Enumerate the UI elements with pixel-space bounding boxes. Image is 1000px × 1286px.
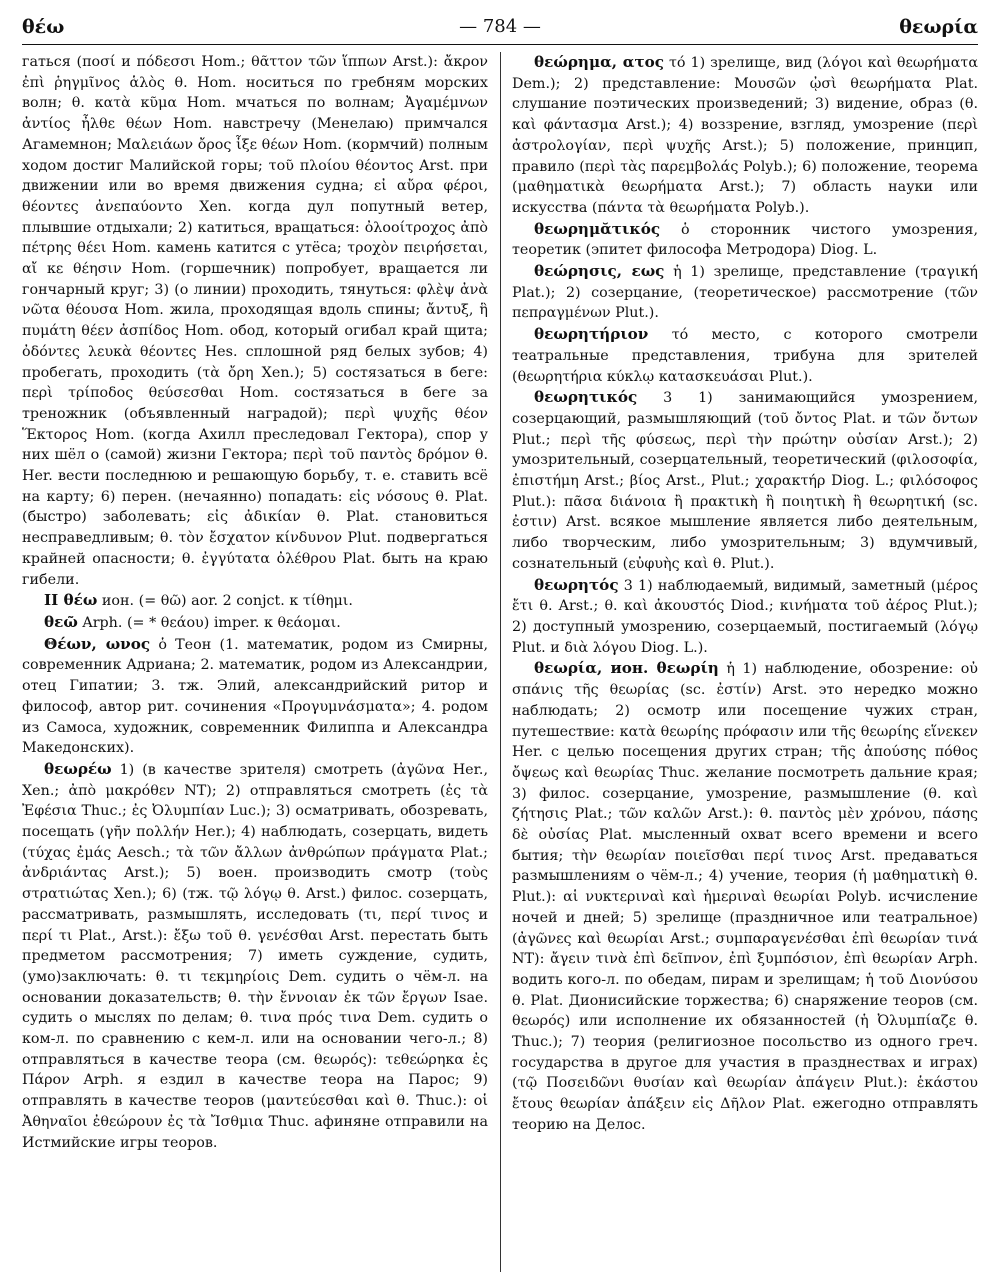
left-column [22, 52, 488, 1153]
left-running-headword: θέω [22, 16, 65, 38]
dictionary-entry [22, 634, 488, 759]
entry-lemma: θεωρητήριον [534, 325, 649, 344]
entry-lemma: II θέω [44, 591, 98, 610]
column-divider [500, 52, 501, 1272]
entry-text: ὁ Теон (1. математик, родом из Смирны, современник Адриана; 2. математик, родом из Александрии, отец Гипатии; 3. тж. Элий, александрийский ритор и философ, автор рит. сочинения «Προγυμνάσματα»; 4. родом из Самоса, художник, современник Филиппа и Александра Македонских). [22, 636, 488, 757]
dictionary-page [22, 10, 978, 1276]
dictionary-entry [512, 575, 978, 659]
entry-text: τό 1) зрелище, вид (λόγοι καὶ θεωρήματα Dem.); 2) представление: Μουσῶν ᾠσὶ θεωρήματα Plat. слушание поэтических произведений; 3) видение, образ (θ. καὶ φάντασμα Arst.); 4) воззрение, взгляд, умозрение (περὶ ἀστρολογίαν, περὶ ψυχῆς Arst.); 5) положение, принцип, правило (περὶ τὰς παρεμβολάς Polyb.); 6) положение, теорема (μαθηματικὰ θεωρήματα Arst.); 7) область науки или искусства (πάντα τὰ θεωρήματα Polyb.). [512, 55, 978, 216]
entry-lemma: θεώρημα, ατος [534, 53, 665, 71]
dictionary-entry [512, 52, 978, 219]
dictionary-entry [512, 658, 978, 1135]
entry-lemma: Θέων, ωνος [44, 634, 151, 653]
entry-text: 1) (в качестве зрителя) смотреть (ἀγῶνα Her., Xen.; ἀπὸ μακρόθεν NT); 2) отправляться смотреть (ἐς τὰ Ἐφέσια Thuc.; ἐς Ὀλυμπίαν Luc.); 3) осматривать, обозревать, посещать (γῆν πολλήν Her.); 4) наблюдать, созерцать, видеть (τύχας ἐμάς Aesch.; τὰ τῶν ἄλλων ἀνθρώπων πράγματα Plat.; ἀνδριάντας Arst.); 5) воен. производить смотр (τοὺς στρατιώτας Xen.); 6) (тж. τῷ λόγῳ θ. Arst.) филос. созерцать, рассматривать, размышлять, исследовать (τι, περί τινος и περί τι Plat., Arst.): ἔξω τοῦ θ. γενέσθαι Arst. перестать быть предметом рассмотрения; 7) иметь суждение, судить, (умо)заключать: θ. τι τεκμηρίοις Dem. судить о чём-л. на основании доказательств; θ. τὴν ἔννοιαν ἐκ τῶν ἔργων Isae. судить о мыслях по делам; θ. τινα πρός τινα Dem. судить о ком-л. по сравнению с кем-л. или на основании чего-л.; 8) отправляться в качестве теора (см. θεωρός): τεθεώρηκα ἐς Πάρον Arph. я ездил в качестве теора на Парос; 9) отправлять в качестве теоров (μαντεύεσθαι καὶ θ. Thuc.): οἱ Ἀθηναῖοι ἐθεώρουν ἐς τὰ Ἴσθμια Thuc. афиняне отправили на Истмийские игры теоров. [22, 761, 488, 1151]
page-header [22, 10, 978, 45]
two-column-body [22, 52, 978, 1276]
entry-text: гаться (ποσί и πόδεσσι Hom.; θᾶττον τῶν ἵππων Arst.): ἄκρον ἐπὶ ῥηγμῖνος ἁλὸς θ. Hom. носиться по гребням морских волн; θ. κατὰ κῦμα Hom. мчаться по волнам; Ἀγαμέμνων ἀντίος ἦλθε θέων Hom. навстречу (Менелаю) примчался Агамемнон; Μαλειάων ὄρος ἷξε θέων Hom. (кормчий) полным ходом достиг Малийской горы; τοῦ πλοίου θέοντος Arst. при движении или во время движения судна; εἰ αὔρα φέροι, θέοντες ἀνεπαύοντο Xen. когда дул попутный ветер, плывшие отдыхали; 2) катиться, вращаться: ὀλοοίτροχος ἀπὸ πέτρης θέει Hom. камень катится с утёса; τροχὸν πειρήσεται, αἴ κε θέησιν Hom. (горшечник) попробует, вращается ли гончарный круг; 3) (о линии) проходить, тянуться: φλὲψ ἀνὰ νῶτα θέουσα Hom. жила, проходящая вдоль спины; ἄντυξ, ἣ πυμάτη θέεν ἀσπίδος Hom. обод, который огибал край щита; ὀδόντες λευκὰ θέοντες Hes. сплошной ряд белых зубов; 4) пробегать, проходить (τὰ ὄρη Xen.); 5) состязаться в беге: περὶ τρίποδος θεύσεσθαι Hom. состязаться в беге за треножник (объявленный наградой); περὶ ψυχῆς θέον Ἕκτορος Hom. (когда Ахилл преследовал Гектора), спор у них шёл о (самой) жизни Гектора; περὶ τοῦ παντὸς δρόμον θ. Her. вести последнюю и решающую борьбу, т. е. ставить всё на карту; 6) перен. (нечаянно) попадать: εἰς νόσους θ. Plat. (быстро) заболевать; εἰς ἀδικίαν θ. Plat. становиться несправедливым; θ. τὸν ἔσχατον κίνδυνον Plut. подвергаться крайней опасности; θ. ἐγγύτατα ὀλέθρου Plat. быть на краю гибели. [22, 54, 488, 588]
entry-text: ион. (= θῶ) aor. 2 conjct. к τίθημι. [97, 593, 353, 610]
right-running-headword: θεωρία [899, 16, 978, 38]
dictionary-entry [512, 387, 978, 574]
entry-text: Arph. (= * θεάου) imper. к θεάομαι. [77, 614, 341, 631]
entry-text: 3 1) занимающийся умозрением, созерцающий, размышляющий (τοῦ ὄντος Plat. и τῶν ὄντων Plut.; περὶ τῆς φύσεως, περὶ τὴν πρώτην οὐσίαν Arst.); 2) умозрительный, созерцательный, теоретический (φιλοσοφία, ἐπιστήμη Arst.; βίος Arst., Plut.; χαρακτήρ Diog. L.; φιλόσοφος Plut.): πᾶσα διάνοια ἢ πρακτικὴ ἢ ποιητικὴ ἢ θεωρητική (sc. ἐστιν) Arst. всякое мышление является либо деятельным, либо творческим, либо умозрительным; 3) вдумчивый, сознательный (εὐφυὴς καὶ θ. Plut.). [512, 390, 978, 572]
entry-lemma: θεωρητικός [534, 388, 638, 407]
entry-lemma: θεῶ [44, 612, 78, 631]
dictionary-entry [512, 324, 978, 387]
dictionary-entry [22, 612, 488, 634]
entry-lemma: θεώρησις, εως [534, 262, 665, 281]
dictionary-entry [22, 759, 488, 1153]
entry-text: τό место, с которого смотрели театральные представления, трибуна для зрителей (θεωρητήρια κύκλῳ κατασκευάσαι Plut.). [512, 327, 978, 385]
entry-text: ἡ 1) зрелище, представление (τραγική Plat.); 2) созерцание, (теоретическое) рассмотрение (τῶν πεπραγμένων Plut.). [512, 264, 978, 322]
dictionary-entry [22, 590, 488, 612]
entry-text: ἡ 1) наблюдение, обозрение: οὐ σπάνις τῆς θεωρίας (sc. ἐστίν) Arst. это нередко можно наблюдать; 2) осмотр или посещение чужих стран, путешествие: κατὰ θεωρίης πρόφασιν или τῆς θεωρίης εἵνεκεν Her. с целью посещения других стран; τῆς ἀπούσης πόθος ὄψεως καὶ θεωρίας Thuc. желание посмотреть дальние края; 3) филос. созерцание, умозрение, размышление (θ. καὶ ζήτησις Plat.; τῶν καλῶν Arst.): θ. παντὸς μὲν χρόνου, πάσης δὲ οὐσίας Plat. мысленный охват всего времени и всего бытия; τὴν θεωρίαν ποιεῖσθαι περί τινος Arst. предаваться размышлениям о чём-л.; 4) учение, теория (ἡ μαθηματικὴ θ. Plut.): αἱ νυκτεριναὶ καὶ ἡμεριναὶ θεωρίαι Polyb. исчисление ночей и дней; 5) зрелище (праздничное или театральное) (ἀγῶνες καὶ θεωρίαι Arst.; συμπαραγενέσθαι ἐπὶ θεωρίαν τινά NT): ἄγειν τινὰ ἐπὶ δεῖπνον, ἐπὶ ξυμπόσιον, ἐπὶ θεωρίαν Arph. водить кого-л. по обедам, пирам и зрелищам; ἡ τοῦ Διονύσου θ. Plat. Дионисийские торжества; 6) снаряжение теоров (см. θεωρός) или исполнение их обязанностей (ἡ Ὀλυμπίαζε θ. Thuc.); 7) теория (религиозное посольство из одного греч. государства в другое для участия в празднествах и играх) (τῷ Ποσειδῶνι θυσίαν καὶ θεωρίαν ἀπάγειν Plut.): ἑκάστου ἔτους θεωρίαν ἀπάξειν εἰς Δῆλον Plat. ежегодно отправлять теорию на Делос. [512, 661, 978, 1133]
page-number: — 784 — [459, 16, 541, 37]
entry-lemma: θεωρημᾰτικός [534, 219, 661, 238]
entry-lemma: θεωρία, ион. θεωρίη [534, 659, 719, 678]
entry-text: 3 1) наблюдаемый, видимый, заметный (μέρος ἔτι θ. Arst.; θ. καὶ ἀκουστός Diod.; κινήματα τοῦ ἀέρος Plut.); 2) доступный умозрению, созерцаемый, постигаемый (λόγῳ Plut. и διὰ λόγου Diog. L.). [512, 577, 978, 656]
entry-lemma: θεωρέω [44, 759, 112, 778]
entry-continuation [22, 52, 488, 590]
entry-text: ὁ сторонник чистого умозрения, теоретик (эпитет философа Метродора) Diog. L. [512, 221, 978, 259]
entry-lemma: θεωρητός [534, 575, 619, 594]
dictionary-entry [512, 261, 978, 324]
dictionary-entry [512, 219, 978, 261]
right-column [512, 52, 978, 1136]
